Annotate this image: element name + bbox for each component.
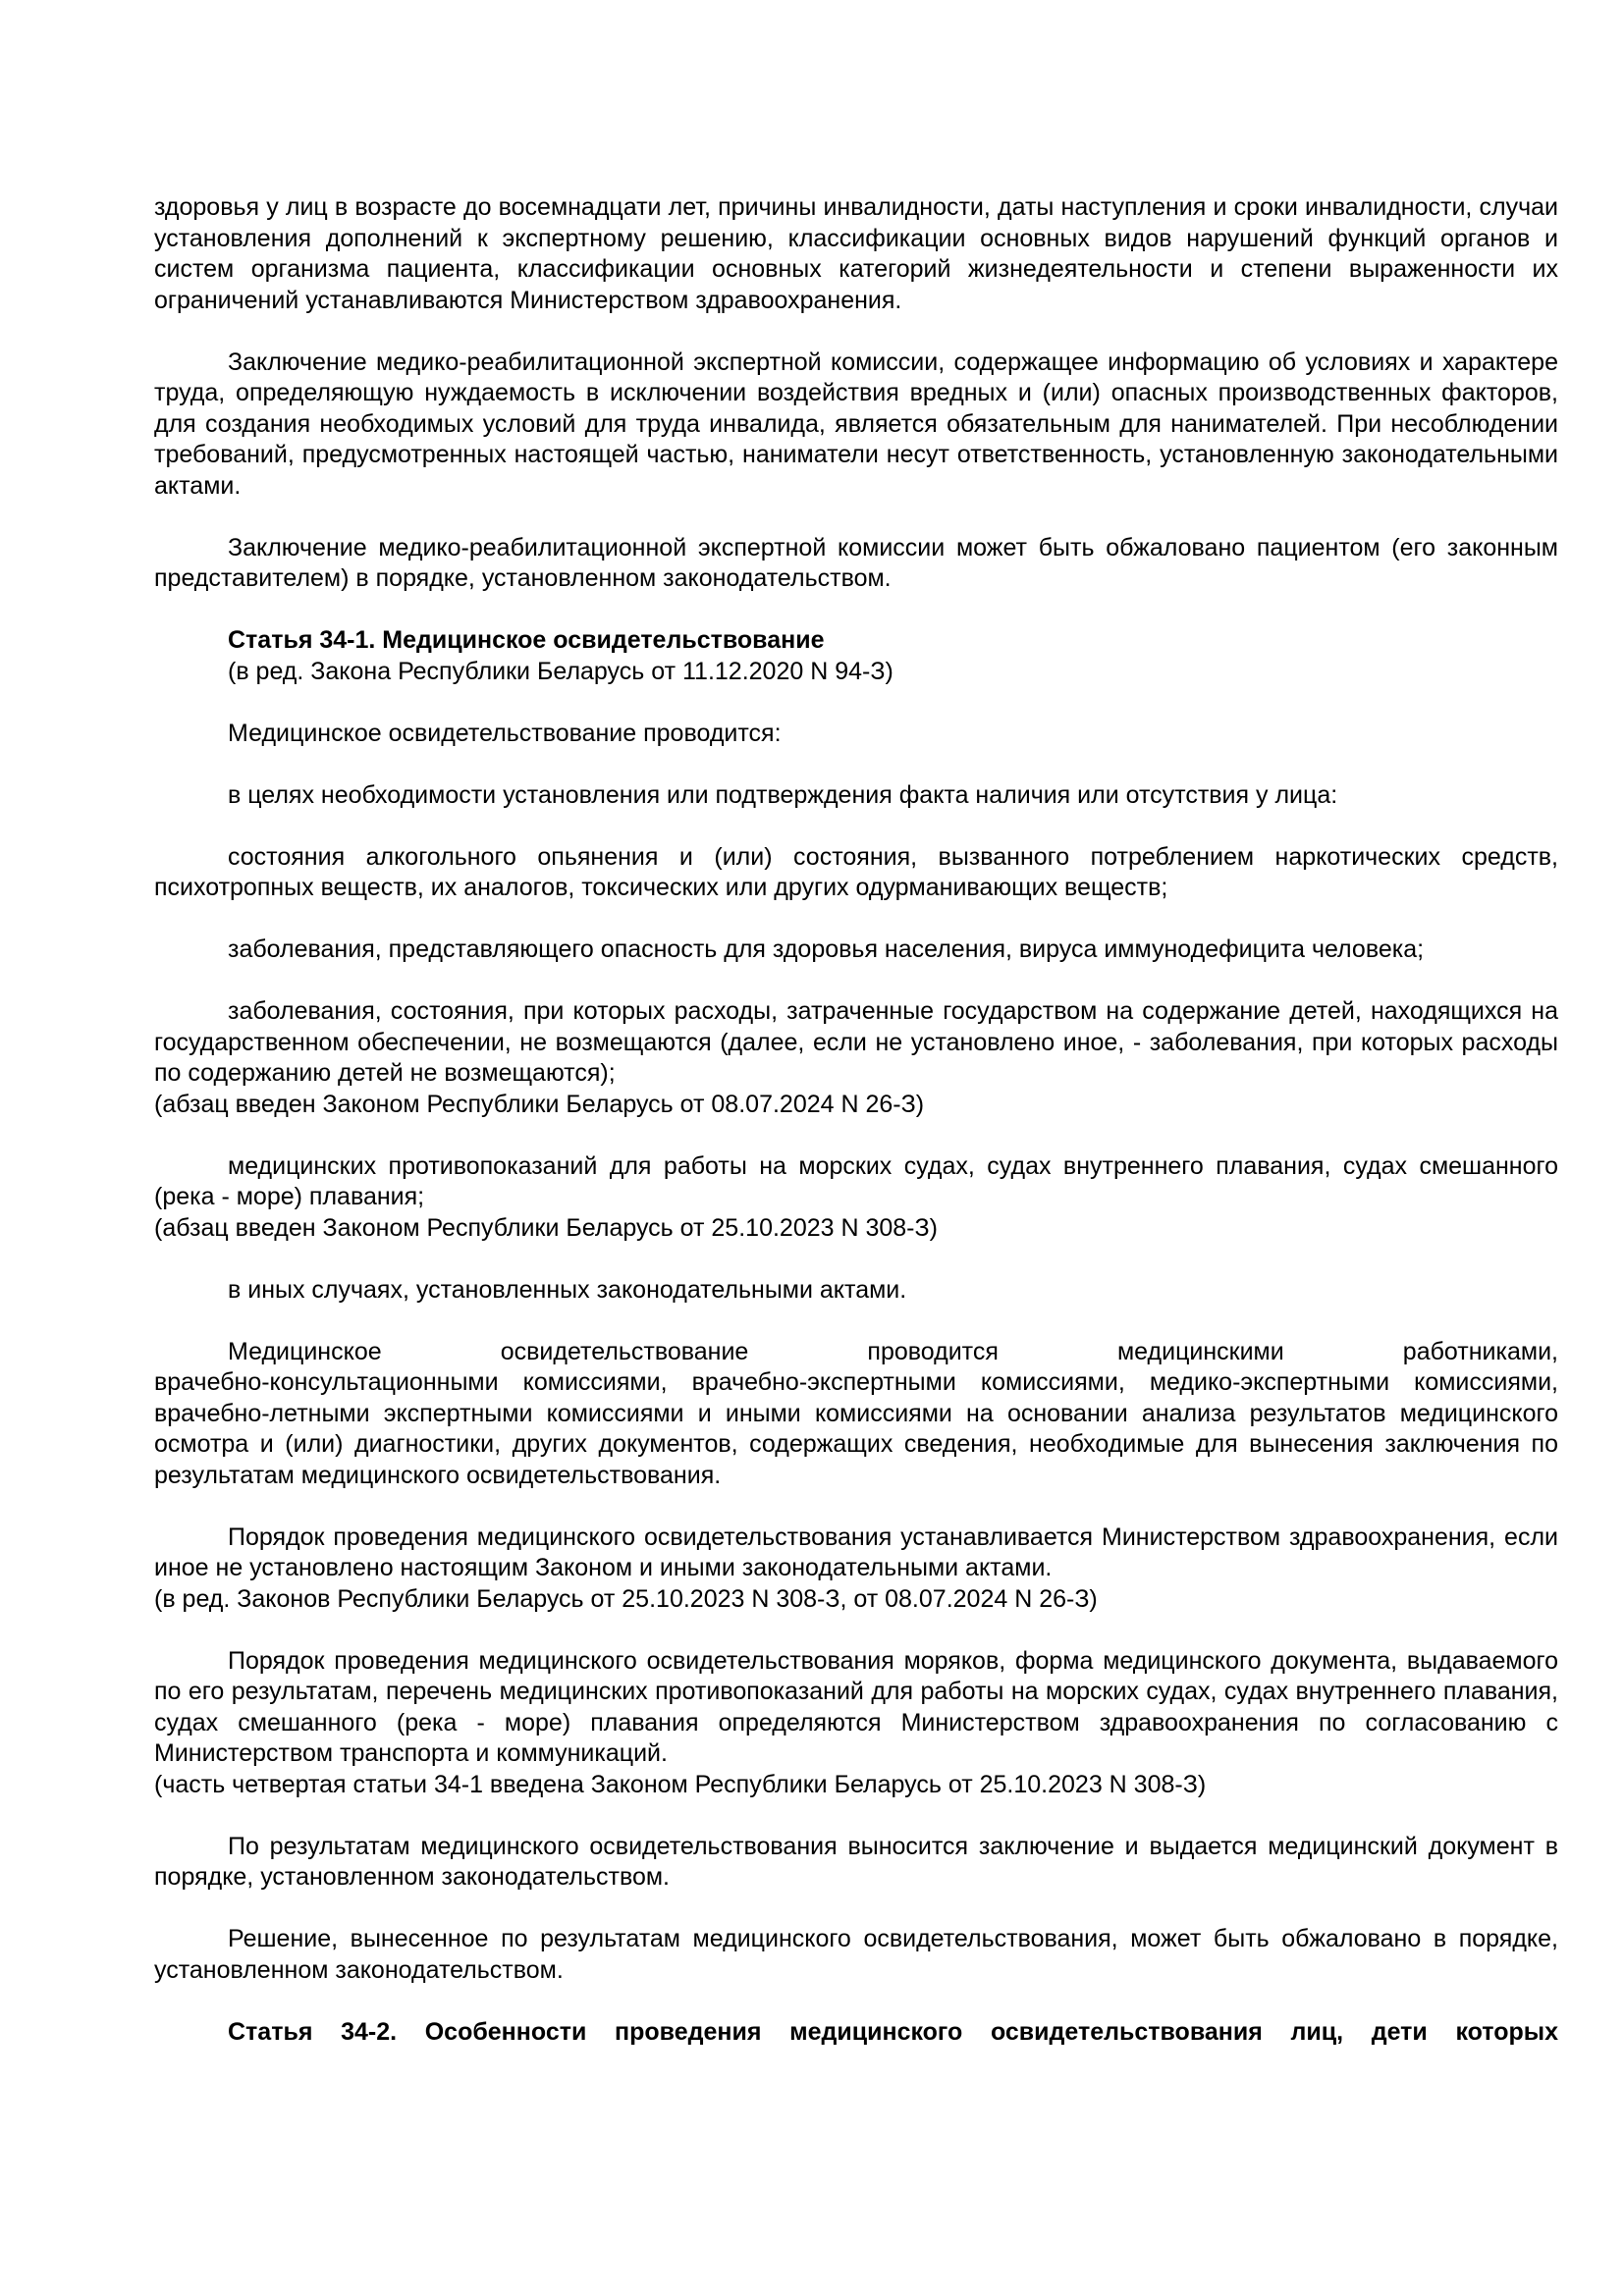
- paragraph-who-conducts: [154, 1337, 1558, 1492]
- document-page: [154, 192, 1558, 2048]
- paragraph-disability-classification: здоровья у лиц в возрасте до восемнадцати лет, причины инвалидности, даты наступления и сроки инвалидности, случаи установления дополнений к экспертному решению, классификации основных видов нарушений функций органов и систем организма пациента, классификации основных категорий жизнедеятельности и степени выраженности их ограничений устанавливаются Министерством здравоохранения.: [154, 193, 1558, 314]
- amendment-note: (в ред. Законов Республики Беларусь от 25.10.2023 N 308-З, от 08.07.2024 N 26-З): [154, 1584, 1098, 1613]
- paragraph-other-cases: в иных случаях, установленных законодательными актами.: [228, 1275, 907, 1304]
- article-34-1-heading: [154, 625, 1558, 687]
- paragraph-examination-conducted: Медицинское освидетельствование проводится:: [228, 719, 782, 747]
- paragraph-procedure-ministry: [154, 1522, 1558, 1616]
- paragraph-results-document: По результатам медицинского освидетельствования выносится заключение и выдается медицинский документ в порядке, установленном законодательством.: [154, 1832, 1558, 1891]
- paragraph-who-conducts-line1: Медицинское освидетельствование проводится медицинскими работниками,: [228, 1337, 1558, 1365]
- article-34-2-title: Статья 34-2. Особенности проведения медицинского освидетельствования лиц, дети которых: [228, 2017, 1558, 2046]
- amendment-note: (абзац введен Законом Республики Беларусь от 08.07.2024 N 26-З): [154, 1090, 925, 1118]
- paragraph-procedure-text: Порядок проведения медицинского освидетельствования устанавливается Министерством здравоохранения, если иное не установлено настоящим Законом и иными законодательными актами.: [154, 1522, 1558, 1581]
- paragraph-who-conducts-rest: врачебно-консультационными комиссиями, врачебно-экспертными комиссиями, медико-экспертными комиссиями, врачебно-летными экспертными комиссиями и иными комиссиями на основании анализа результатов медицинского осмотра и (или) диагностики, других документов, содержащих сведения, необходимые для вынесения заключения по результатам медицинского освидетельствования.: [154, 1368, 1558, 1489]
- paragraph-child-expenses-text: заболевания, состояния, при которых расходы, затраченные государством на содержание детей, находящихся на государственном обеспечении, не возмещаются (далее, если не установлено иное, - заболевания, при которых расходы по содержанию детей не возмещаются);: [154, 997, 1558, 1087]
- paragraph-decision-appeal: Решение, вынесенное по результатам медицинского освидетельствования, может быть обжаловано в порядке, установленном законодательством.: [154, 1925, 1558, 1984]
- paragraph-seafarers-text: Порядок проведения медицинского освидетельствования моряков, форма медицинского документа, выдаваемого по его результатам, перечень медицинских противопоказаний для работы на морских судах, судах внутреннего плавания, судах смешанного (река - море) плавания определяются Министерством здравоохранения по согласованию с Министерством транспорта и коммуникаций.: [154, 1646, 1558, 1767]
- paragraph-dangerous-disease: заболевания, представляющего опасность для здоровья населения, вируса иммунодефицита человека;: [228, 935, 1425, 963]
- paragraph-commission-conclusion-employers: Заключение медико-реабилитационной экспертной комиссии, содержащее информацию об условиях и характере труда, определяющую нуждаемость в исключении воздействия вредных и (или) опасных производственных факторов, для создания необходимых условий для труда инвалида, является обязательным для нанимателей. При несоблюдении требований, предусмотренных настоящей частью, наниматели несут ответственность, установленную законодательными актами.: [154, 347, 1558, 500]
- paragraph-conclusion-appeal: Заключение медико-реабилитационной экспертной комиссии может быть обжаловано пациентом (его законным представителем) в порядке, установленном законодательством.: [154, 533, 1558, 592]
- paragraph-purpose: в целях необходимости установления или подтверждения факта наличия или отсутствия у лица:: [228, 780, 1338, 809]
- paragraph-child-expenses: [154, 996, 1558, 1120]
- amendment-note: (абзац введен Законом Республики Беларусь от 25.10.2023 N 308-З): [154, 1213, 938, 1242]
- amendment-note: (часть четвертая статьи 34-1 введена Законом Республики Беларусь от 25.10.2023 N 308-З): [154, 1770, 1207, 1798]
- paragraph-maritime-text: медицинских противопоказаний для работы на морских судах, судах внутреннего плавания, судах смешанного (река - море) плавания;: [154, 1151, 1558, 1210]
- article-34-1-amendment: (в ред. Закона Республики Беларусь от 11.12.2020 N 94-З): [228, 657, 893, 685]
- paragraph-seafarers: [154, 1646, 1558, 1801]
- article-34-1-title: Статья 34-1. Медицинское освидетельствование: [228, 626, 825, 654]
- paragraph-maritime-contraindications: [154, 1151, 1558, 1245]
- paragraph-intoxication: состояния алкогольного опьянения и (или) состояния, вызванного потреблением наркотических средств, психотропных веществ, их аналогов, токсических или других одурманивающих веществ;: [154, 842, 1558, 901]
